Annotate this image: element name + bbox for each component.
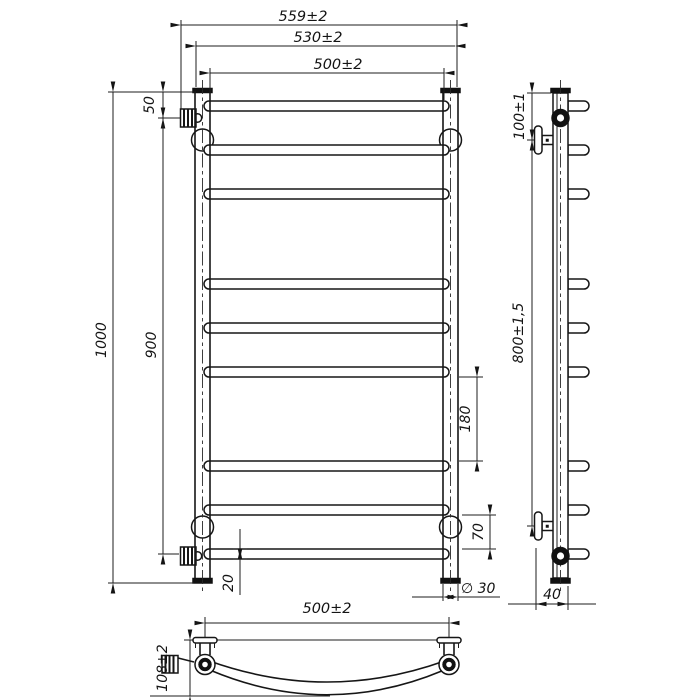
side-bracket-bottom [535,512,554,540]
dim-bottom-gap: 70 [471,523,487,541]
bottom-view [162,638,461,695]
connection-ring-top [552,109,570,127]
rung [204,145,449,155]
rung-stub [568,461,589,471]
dim-outer-width: 530±2 [293,30,343,46]
side-rung-stubs [568,101,589,559]
dim-bottom-width: 500±2 [302,601,352,617]
rung-stub [568,505,589,515]
dim-overall-width: 559±2 [278,9,328,25]
rung-stub [568,101,589,111]
rung [204,461,449,471]
dim-middle-gap: 180 [458,405,474,433]
rung [204,549,449,559]
bottom-bracket-left [193,638,217,656]
side-bracket-top [535,126,554,154]
post-end-left [195,655,215,675]
dim-total-height: 1000 [94,322,110,358]
connection-ring-bottom [552,547,570,565]
rung-stub [568,145,589,155]
dim-bracket-span: 800±1,5 [511,302,527,364]
rung [204,367,449,377]
dim-top-connection: 100±1 [512,92,528,140]
rung [204,189,449,199]
valve-bottom [181,547,202,565]
rung [204,279,449,289]
dim-rail-height: 900 [144,331,160,359]
rung-stub [568,323,589,333]
rung [204,323,449,333]
rung-stub [568,549,589,559]
arc-rung-inner [210,661,445,682]
dim-top-offset: 50 [142,96,158,114]
side-view [535,80,590,592]
dim-rung-diameter: 20 [221,574,237,592]
rung-stub [568,367,589,377]
post-end-right [439,655,459,675]
side-dimensions [508,92,596,610]
rung [204,505,449,515]
rung-stub [568,279,589,289]
rung [204,101,449,111]
dim-post-diameter: ∅ 30 [461,581,496,597]
bottom-dimensions [150,601,449,696]
front-view [181,80,462,592]
rung-stub [568,189,589,199]
valve-top [181,109,202,127]
bottom-bracket-right [437,638,461,656]
dim-wall-depth: 40 [543,587,561,603]
rungs [204,101,449,559]
dim-rail-width: 500±2 [313,57,363,73]
dim-depth: 108±2 [155,644,171,692]
